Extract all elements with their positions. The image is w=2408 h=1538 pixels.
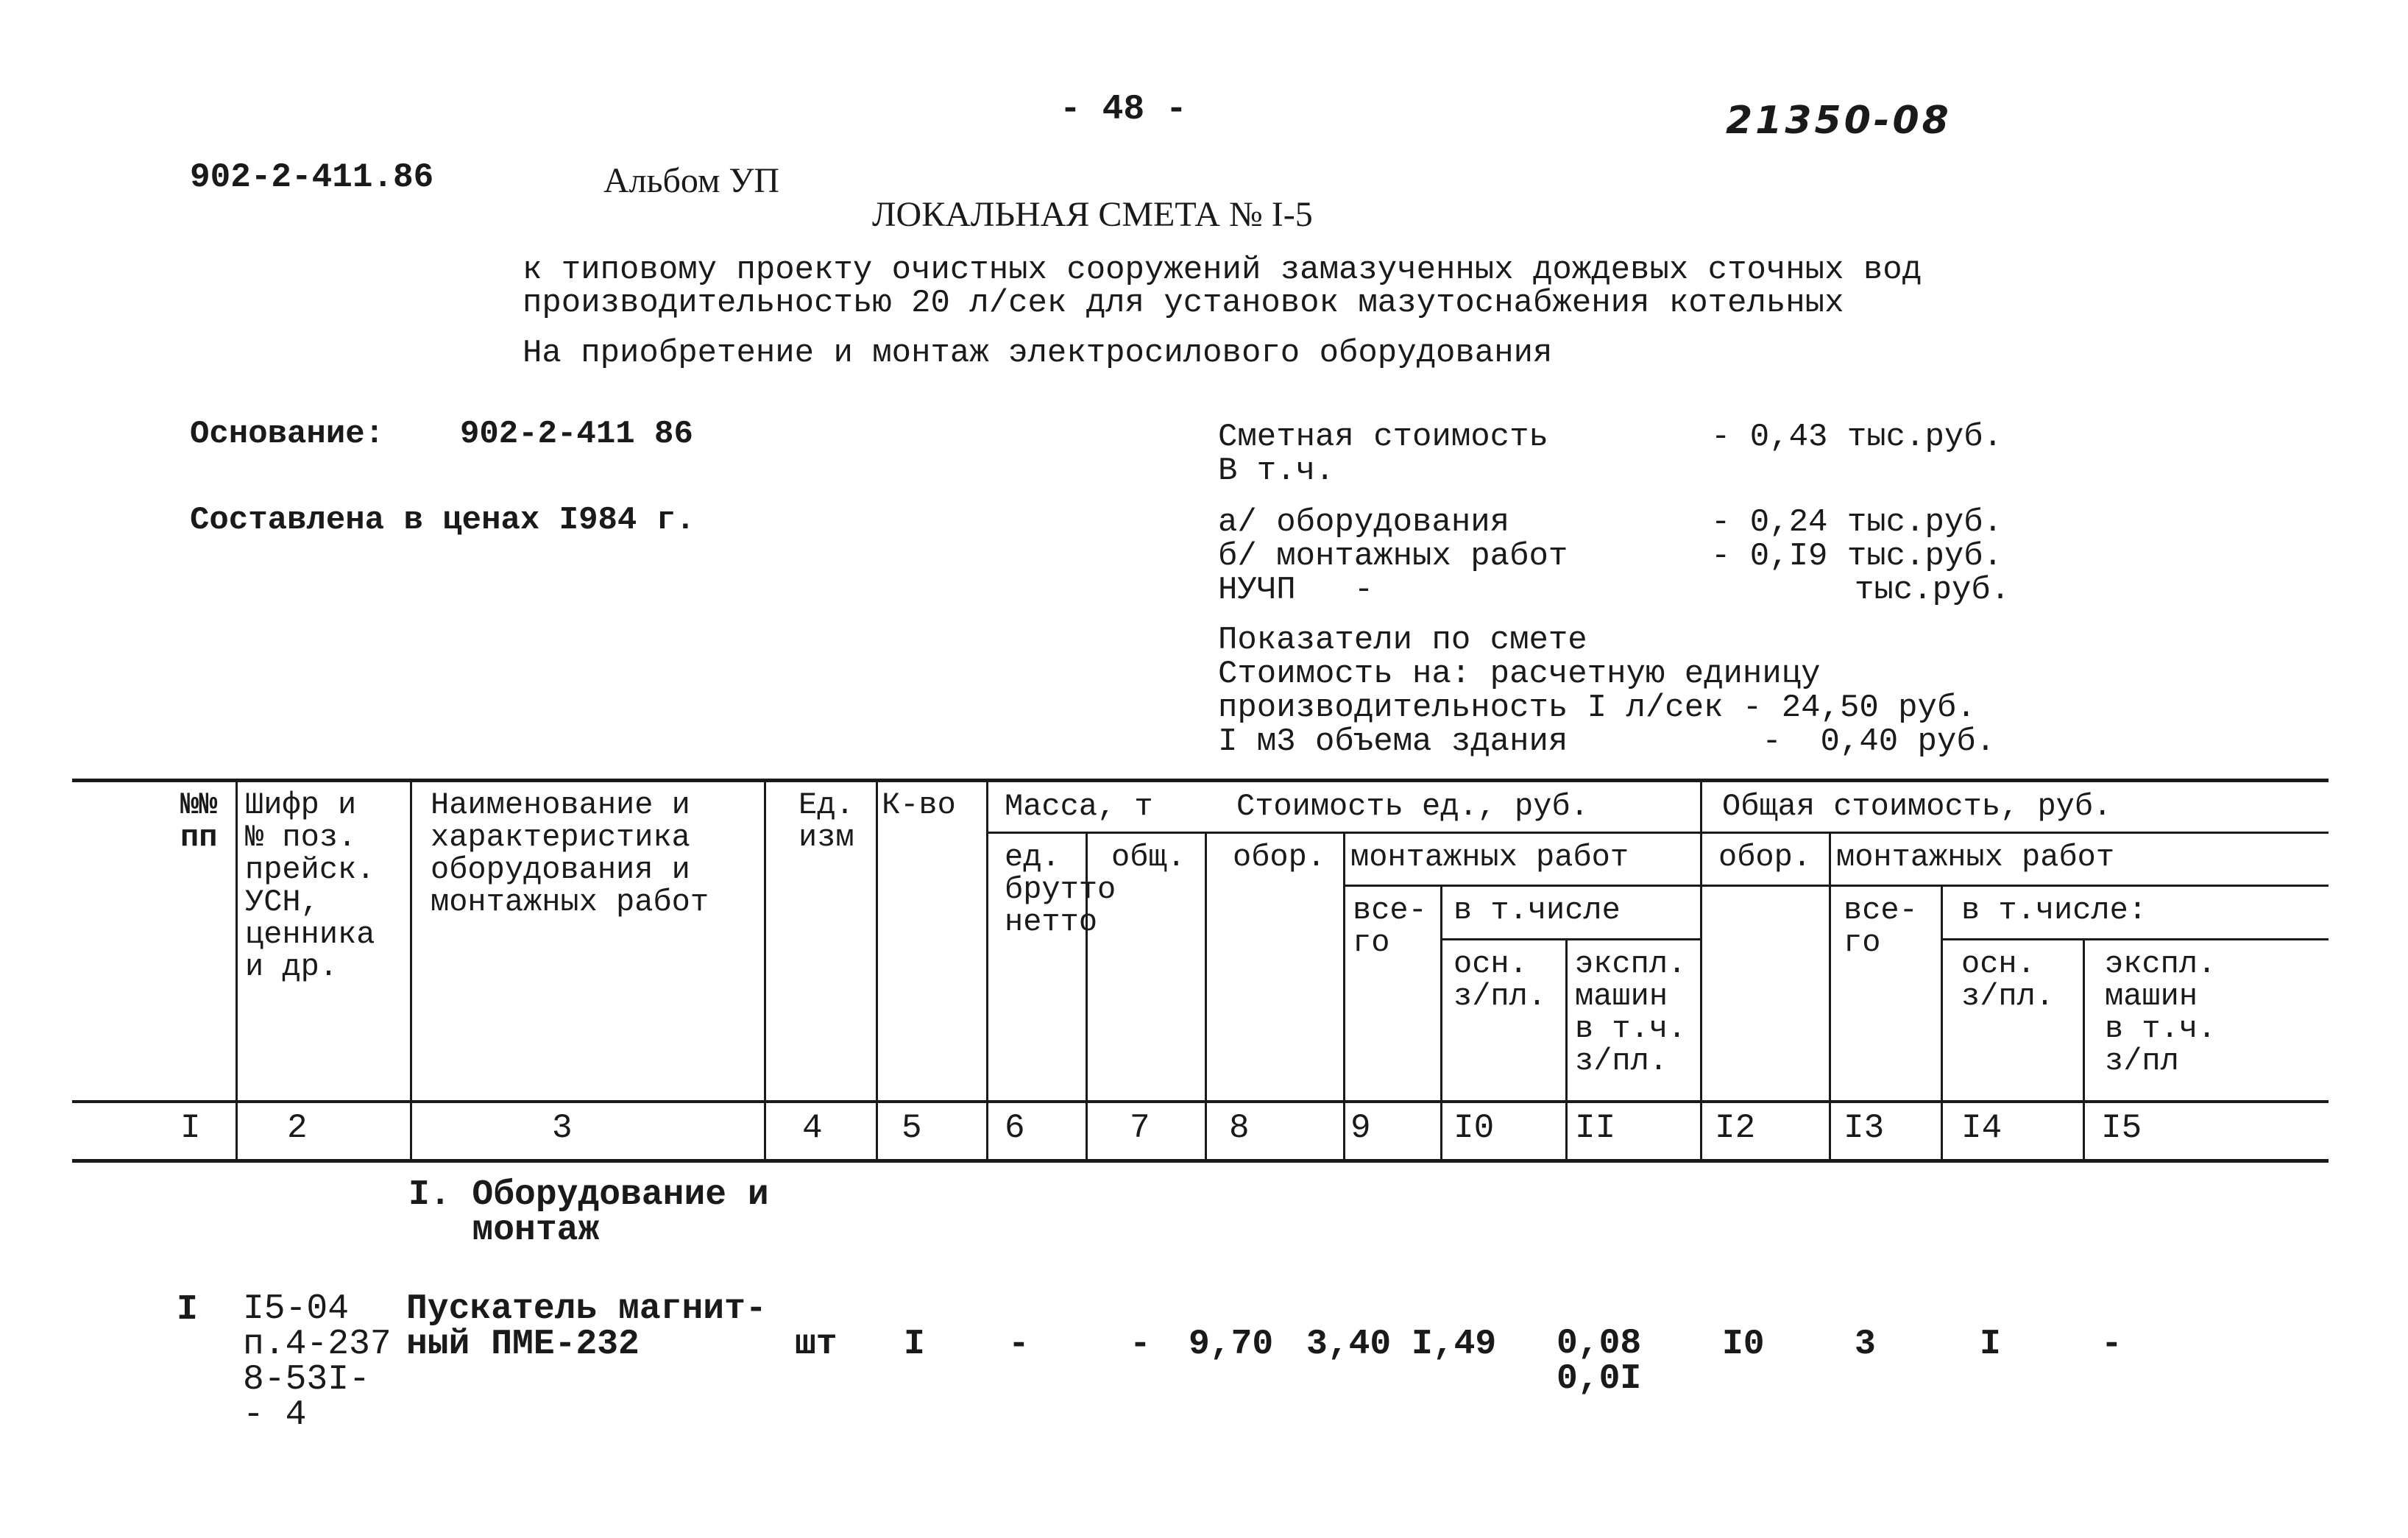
column-number-11: II [1575, 1109, 1616, 1147]
cost-nuchp-value: тыс.руб. [1855, 572, 2011, 609]
header-install-2: монтажных работ [1836, 840, 2115, 875]
header-row-number: №№ пп [180, 787, 218, 855]
header-machines-2: экспл. машин в т.ч. з/пл [2105, 946, 2217, 1079]
subtitle-line-3: На приобретение и монтаж электросилового оборудования [523, 335, 1553, 372]
row-machines: 0,08 0,0I [1557, 1324, 1642, 1399]
cost-nuchp-label: НУЧП - [1218, 572, 1374, 609]
hline-incl [1440, 938, 1700, 940]
basis-value: 902-2-411 86 [460, 416, 693, 453]
row-code: I5-04 п.4-237 8-53I- - 4 [243, 1289, 392, 1435]
vline-13 [1941, 885, 1943, 1163]
column-number-8: 8 [1229, 1109, 1250, 1147]
header-quantity: К-во [882, 787, 956, 823]
album-label: Альбом УП [603, 161, 780, 200]
header-unit-cost: Стоимость ед., руб. [1236, 789, 1589, 824]
cost-install-label: б/ монтажных работ [1218, 538, 1568, 575]
row-total-base-pay: I [1980, 1325, 2001, 1364]
column-number-15: I5 [2101, 1109, 2142, 1147]
vline-14 [2083, 938, 2085, 1163]
subtitle-line-2: производительностью 20 л/сек для установок мазутоснабжения котельных [523, 285, 1844, 322]
header-all-2: все- го [1844, 893, 1918, 960]
column-number-9: 9 [1350, 1109, 1371, 1147]
column-number-4: 4 [802, 1109, 823, 1147]
indicators-line-3: производительность I л/сек - 24,50 руб. [1218, 690, 1976, 726]
vline-3 [764, 779, 766, 1163]
row-install-all: 3,40 [1306, 1325, 1392, 1364]
cost-total-value: - 0,43 тыс.руб. [1711, 419, 2003, 456]
column-number-5: 5 [902, 1109, 922, 1147]
hline-under-install [1343, 885, 2329, 887]
doc-code: 902-2-411.86 [190, 158, 434, 196]
header-name: Наименование и характеристика оборудования и монтажных работ [431, 787, 709, 920]
header-unit: Ед. изм [798, 787, 854, 855]
header-base-pay-2: осн. з/пл. [1961, 946, 2055, 1014]
prices-year: Составлена в ценах I984 г. [190, 502, 695, 539]
indicators-line-4: I м3 объема здания - 0,40 руб. [1218, 723, 1996, 760]
header-equipment: обор. [1233, 840, 1326, 875]
header-code: Шифр и № поз. прейск. УСН, ценника и др. [245, 787, 375, 985]
row-mass-unit: - [1008, 1325, 1030, 1364]
header-mass: Масса, т [1005, 789, 1153, 824]
header-base-pay: осн. з/пл. [1453, 946, 1547, 1014]
header-mass-unit: ед. брутто нетто [1005, 840, 1116, 940]
row-quantity: I [904, 1325, 925, 1364]
vline-12 [1829, 832, 1831, 1163]
indicators-line-2: Стоимость на: расчетную единицу [1218, 656, 1821, 692]
row-total-machines: - [2101, 1325, 2122, 1364]
cost-equipment-label: а/ оборудования [1218, 504, 1510, 541]
header-equipment-2: обор. [1718, 840, 1812, 875]
vline-2 [410, 779, 412, 1163]
column-number-7: 7 [1130, 1109, 1150, 1147]
subtitle-line-1: к типовому проекту очистных сооружений замазученных дождевых сточных вод [523, 252, 1922, 288]
section-title: I. Оборудование и монтаж [408, 1175, 769, 1250]
vline-9 [1440, 885, 1442, 1163]
header-incl: в т.числе [1453, 893, 1621, 928]
basis-label: Основание: [190, 416, 385, 453]
column-number-14: I4 [1961, 1109, 2002, 1147]
header-total-cost: Общая стоимость, руб. [1722, 789, 2112, 824]
archive-stamp: 21350-08 [1726, 99, 1952, 143]
header-install: монтажных работ [1350, 840, 1629, 875]
row-base-pay: I,49 [1412, 1325, 1497, 1364]
column-number-10: I0 [1453, 1109, 1495, 1147]
document-title: ЛОКАЛЬНАЯ СМЕТА № I-5 [872, 195, 1313, 234]
cost-incl-label: В т.ч. [1218, 453, 1335, 489]
vline-7 [1205, 832, 1207, 1163]
cost-equipment-value: - 0,24 тыс.руб. [1711, 504, 2003, 541]
column-number-13: I3 [1844, 1109, 1885, 1147]
column-number-12: I2 [1715, 1109, 1756, 1147]
row-total-all: 3 [1855, 1325, 1876, 1364]
column-number-1: I [180, 1109, 201, 1147]
vline-10 [1565, 938, 1568, 1163]
vline-11 [1700, 779, 1702, 1163]
row-total-equipment: I0 [1722, 1325, 1765, 1364]
cost-total-label: Сметная стоимость [1218, 419, 1548, 456]
row-name: Пускатель магнит- ный ПМЕ-232 [406, 1289, 767, 1364]
column-number-6: 6 [1005, 1109, 1025, 1147]
hline-under-group [988, 832, 2329, 834]
row-equipment-cost: 9,70 [1189, 1325, 1274, 1364]
page-number: - 48 - [1060, 90, 1187, 130]
cost-install-value: - 0,I9 тыс.руб. [1711, 538, 2003, 575]
vline-8 [1343, 832, 1345, 1163]
indicators-title: Показатели по смете [1218, 622, 1587, 659]
vline-4 [876, 779, 878, 1163]
header-machines: экспл. машин в т.ч. з/пл. [1575, 946, 1687, 1079]
hline-incl-2 [1941, 938, 2329, 940]
row-mass-total: - [1130, 1325, 1151, 1364]
vline-5 [986, 779, 988, 1163]
vline-1 [236, 779, 238, 1163]
column-number-3: 3 [552, 1109, 573, 1147]
row-unit: шт [795, 1325, 838, 1364]
column-number-2: 2 [287, 1109, 308, 1147]
header-all: все- го [1353, 893, 1427, 960]
header-mass-total: общ. [1111, 840, 1186, 875]
row-number: I [177, 1290, 198, 1330]
header-incl-2: в т.числе: [1961, 893, 2147, 928]
